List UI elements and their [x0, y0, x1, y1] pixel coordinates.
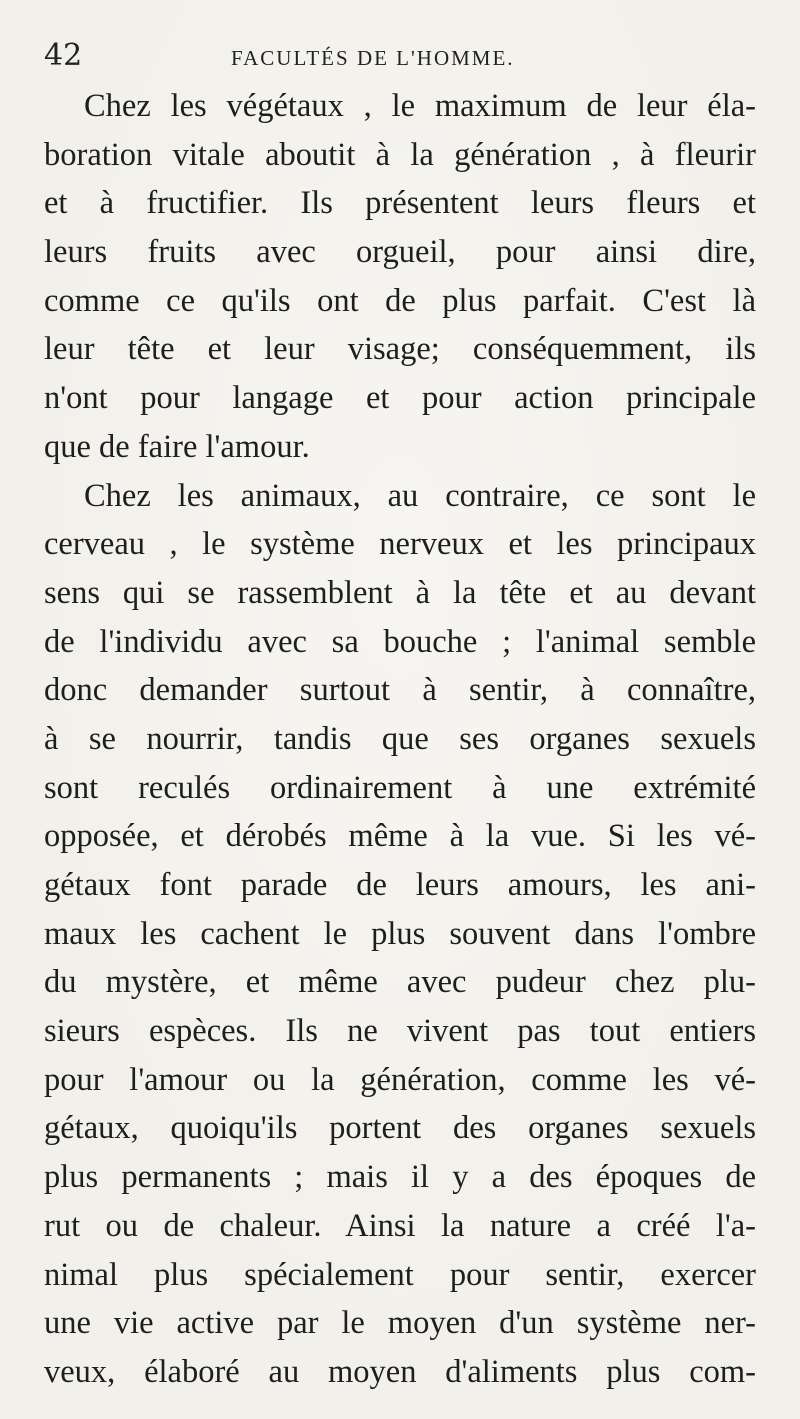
body-text	[44, 82, 756, 1397]
text-line: donc demander surtout à sentir, à connaître,	[44, 672, 756, 709]
text-line: veux, élaboré au moyen d'aliments plus com-	[44, 1353, 756, 1390]
text-line: sens qui se rassemblent à la tête et au devant	[44, 574, 756, 611]
text-line: Chez les végétaux , le maximum de leur éla-	[84, 88, 756, 124]
text-line: une vie active par le moyen d'un système ner-	[44, 1305, 756, 1342]
paragraph	[44, 472, 756, 1397]
text-line: comme ce qu'ils ont de plus parfait. C'est là	[44, 282, 756, 319]
text-line: leurs fruits avec orgueil, pour ainsi dire,	[44, 234, 756, 271]
text-line: plus permanents ; mais il y a des époques de	[44, 1159, 756, 1196]
text-line: sont reculés ordinairement à une extrémité	[44, 769, 756, 806]
paragraph	[44, 82, 756, 472]
text-line: rut ou de chaleur. Ainsi la nature a créé l'a-	[44, 1207, 756, 1244]
running-head: FACULTÉS DE L'HOMME.	[231, 46, 515, 70]
text-line: gétaux font parade de leurs amours, les ani-	[44, 867, 756, 903]
text-line: et à fructifier. Ils présentent leurs fleurs et	[44, 185, 756, 222]
page-header	[44, 38, 756, 78]
text-line: du mystère, et même avec pudeur chez plu-	[44, 964, 756, 1001]
text-line: que de faire l'amour.	[44, 428, 310, 465]
text-line: opposée, et dérobés même à la vue. Si les vé-	[44, 818, 756, 855]
text-line: Chez les animaux, au contraire, ce sont le	[84, 477, 756, 514]
page-number: 42	[44, 38, 83, 73]
text-line: maux les cachent le plus souvent dans l'ombre	[44, 915, 756, 952]
text-line: cerveau , le système nerveux et les principaux	[44, 526, 756, 563]
text-line: nimal plus spécialement pour sentir, exercer	[44, 1256, 756, 1293]
text-line: leur tête et leur visage; conséquemment, ils	[44, 331, 756, 368]
text-line: gétaux, quoiqu'ils portent des organes sexuels	[44, 1110, 756, 1147]
text-line: n'ont pour langage et pour action principale	[44, 380, 756, 417]
text-line: pour l'amour ou la génération, comme les vé-	[44, 1061, 756, 1098]
text-line: à se nourrir, tandis que ses organes sexuels	[44, 720, 756, 757]
text-line: de l'individu avec sa bouche ; l'animal semble	[44, 623, 756, 660]
text-line: sieurs espèces. Ils ne vivent pas tout entiers	[44, 1013, 756, 1050]
text-line: boration vitale aboutit à la génération , à fleurir	[44, 136, 756, 173]
